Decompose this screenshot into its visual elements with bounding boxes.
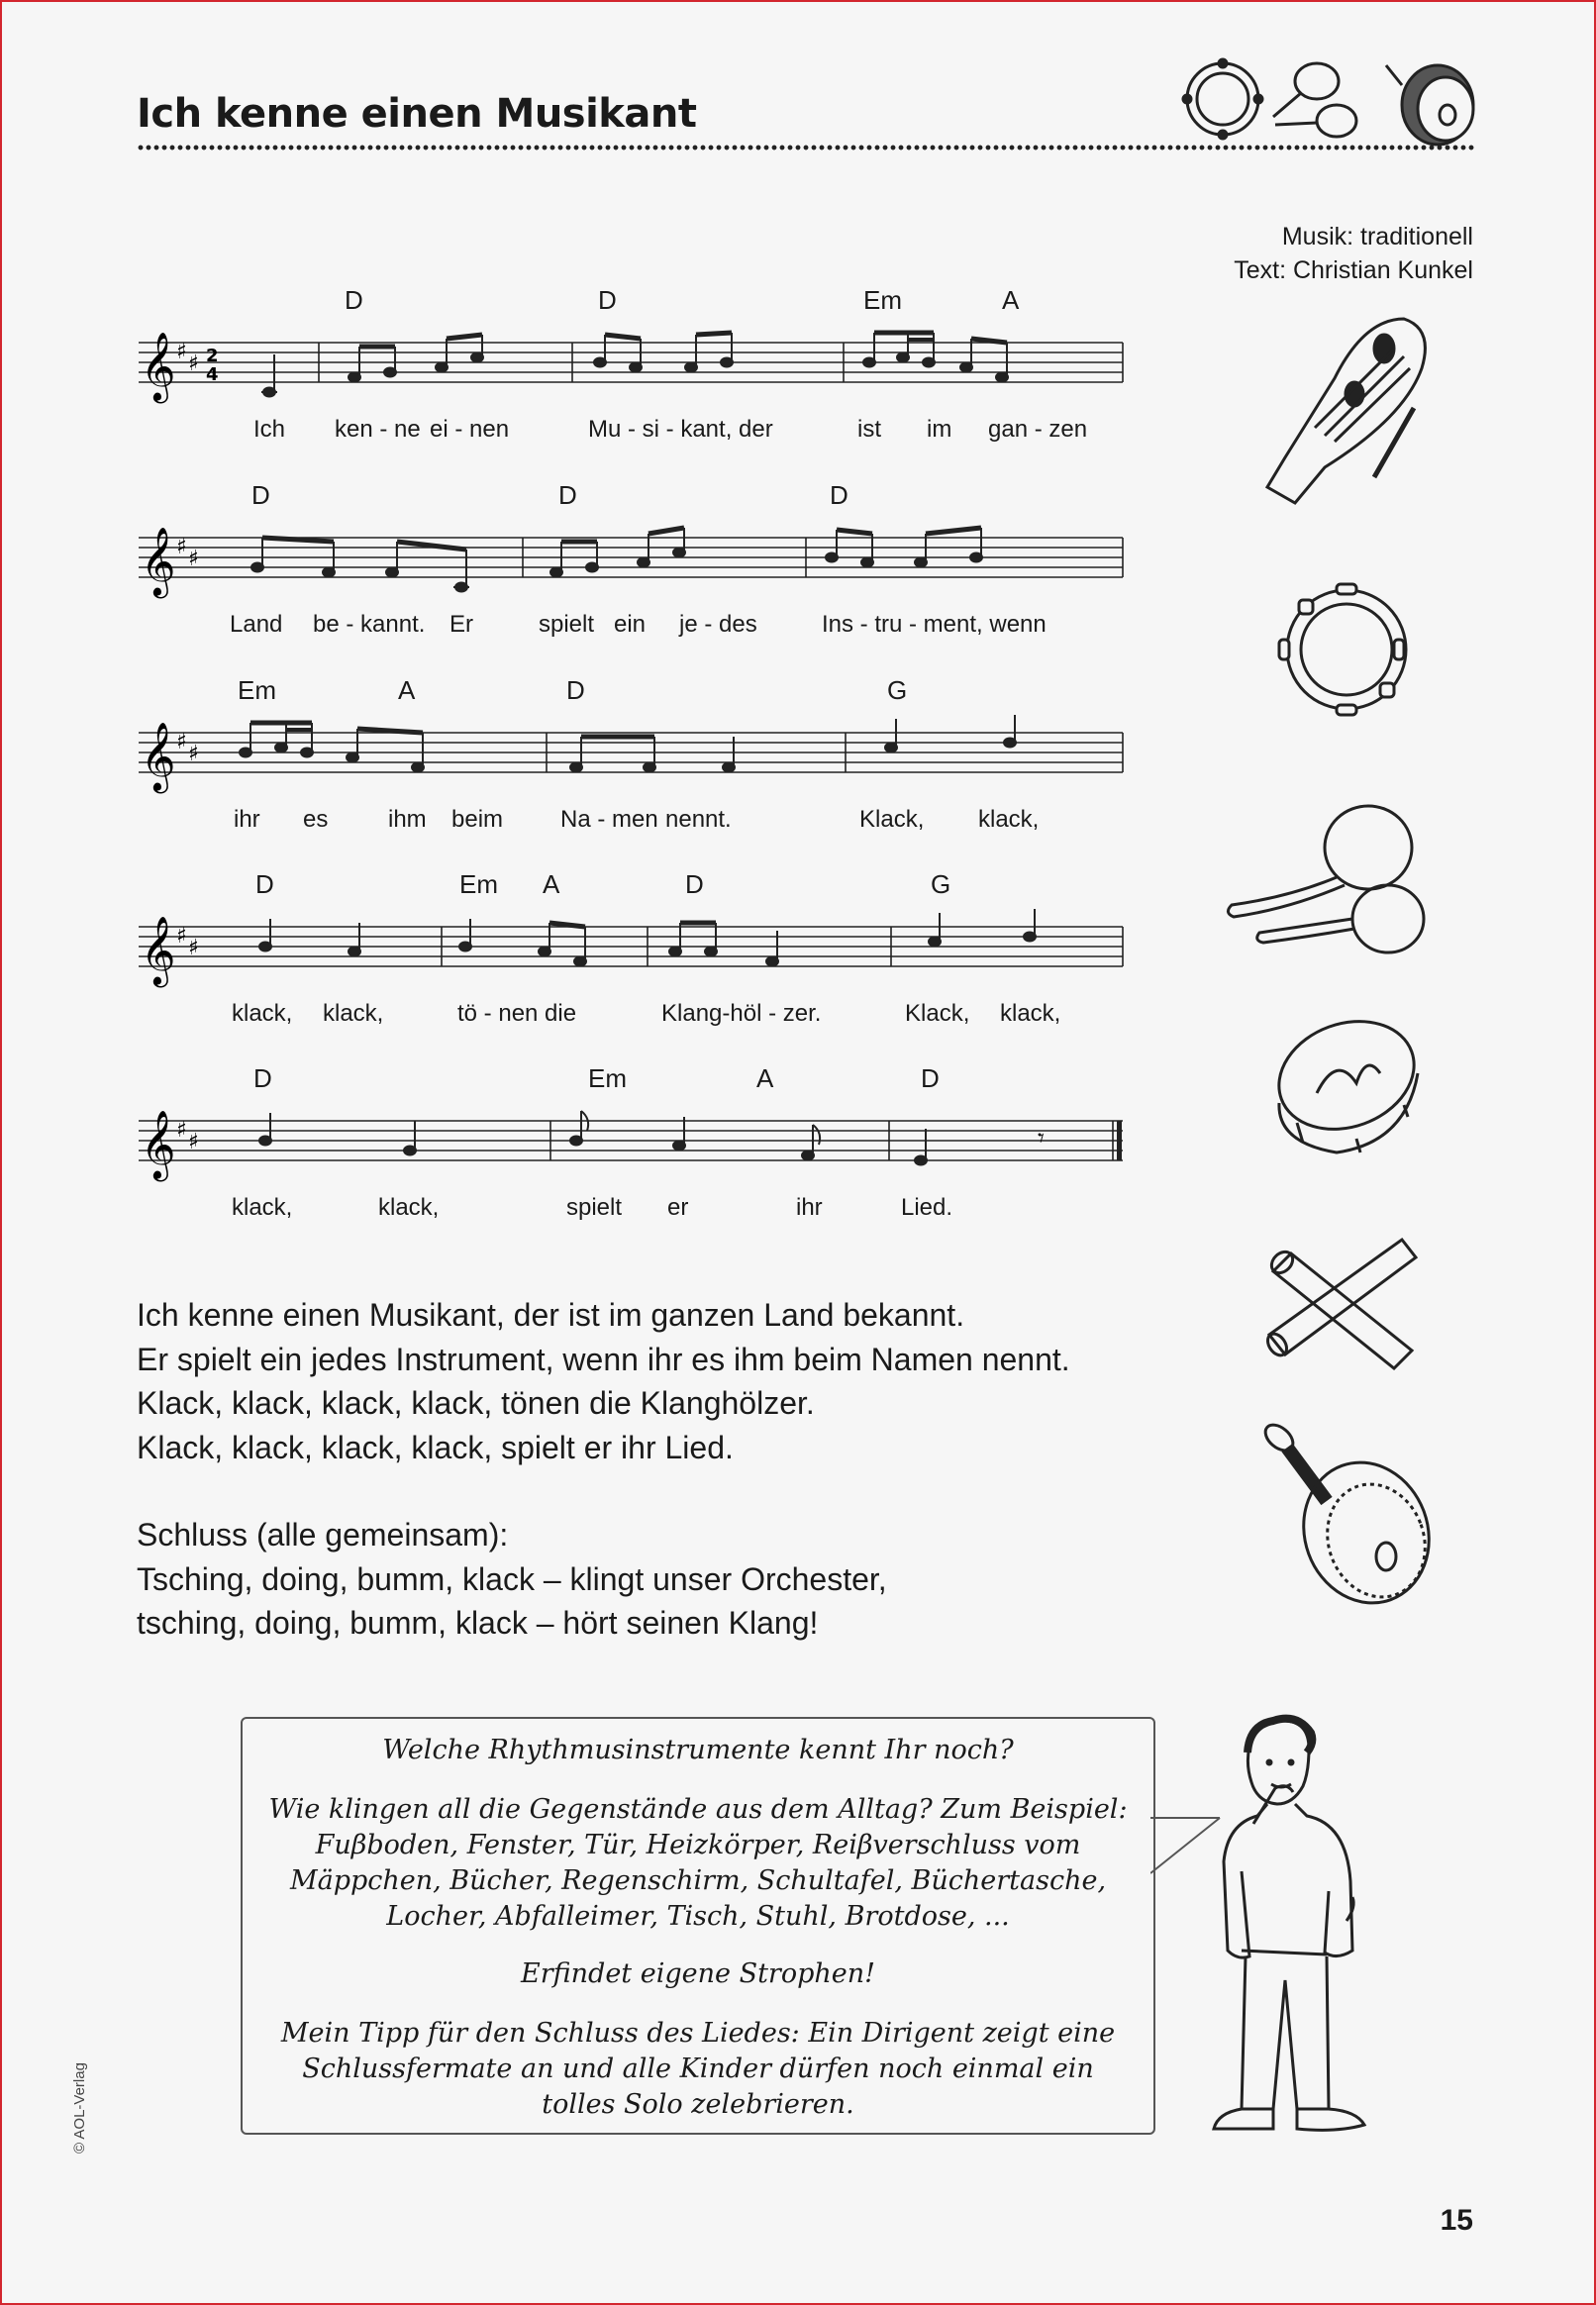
verse-line: Klack, klack, klack, klack, tönen die Klanghölzer. xyxy=(137,1385,815,1421)
lyric: Klang-höl - zer. xyxy=(661,1000,822,1027)
chord: A xyxy=(543,869,560,899)
lyric: spielt xyxy=(566,1194,623,1221)
chord: A xyxy=(1002,285,1020,315)
chord: A xyxy=(398,675,416,705)
chord: D xyxy=(558,480,577,510)
boy-illustration xyxy=(1198,1713,1376,2149)
svg-text:2: 2 xyxy=(206,346,219,366)
lyric: ihm xyxy=(388,806,427,833)
lyric: klack, xyxy=(378,1194,440,1221)
page-title: Ich kenne einen Musikant xyxy=(137,91,697,137)
lyric: Klack, xyxy=(905,1000,970,1027)
header-instruments-icon xyxy=(1178,50,1485,149)
lyric: im xyxy=(927,416,952,443)
page-number: 15 xyxy=(1440,2204,1473,2237)
staff-system-1 xyxy=(135,285,1125,444)
chord: D xyxy=(253,1063,272,1093)
svg-text:♯: ♯ xyxy=(188,351,199,376)
lyric: be - kannt. xyxy=(313,611,426,638)
chord: D xyxy=(345,285,363,315)
chord: G xyxy=(931,869,951,899)
lyric: Land xyxy=(230,611,283,638)
svg-text:♯: ♯ xyxy=(176,924,187,949)
ending-line: Tsching, doing, bumm, klack – klingt unser Orchester, xyxy=(137,1560,887,1597)
chord: Em xyxy=(459,869,498,899)
svg-text:♯: ♯ xyxy=(188,547,199,571)
staff-system-4 xyxy=(135,869,1125,1028)
chord: D xyxy=(921,1063,940,1093)
treble-clef-icon: 𝄞 xyxy=(141,527,176,596)
lyric: klack, xyxy=(232,1194,293,1221)
svg-text:♯: ♯ xyxy=(176,535,187,559)
svg-text:4: 4 xyxy=(206,364,219,385)
lyric: Er xyxy=(449,611,473,638)
svg-text:♯: ♯ xyxy=(188,742,199,766)
svg-text:♯: ♯ xyxy=(176,340,187,364)
question-text: Welche Rhythmusinstrumente kennt Ihr noch? xyxy=(382,1735,1014,1765)
lyric: Mu - si - kant, der xyxy=(588,416,773,443)
staff-system-2 xyxy=(135,480,1125,639)
tip-text: Mein Tipp für den Schluss des Liedes: Ein Dirigent zeigt eine Schlussfermate an und alle Kinder dürfen noch einmal ein tolles Solo zelebrieren. xyxy=(280,2018,1116,2120)
staff xyxy=(135,909,1125,998)
lyric: ein xyxy=(614,611,647,638)
chord: D xyxy=(255,869,274,899)
lyric: Ich xyxy=(253,416,286,443)
lyric: je - des xyxy=(679,611,757,638)
lyric: beim xyxy=(451,806,504,833)
verse-line: Er spielt ein jedes Instrument, wenn ihr es ihm beim Namen nennt. xyxy=(137,1341,1070,1377)
chord: Em xyxy=(863,285,902,315)
staff xyxy=(135,520,1125,609)
guiro-icon xyxy=(1255,309,1444,507)
chord: D xyxy=(685,869,704,899)
staff xyxy=(135,325,1125,414)
lyric: Na - men xyxy=(560,806,658,833)
treble-clef-icon: 𝄞 xyxy=(141,1110,176,1179)
chord: D xyxy=(566,675,585,705)
lyric: Ins - tru - ment, wenn xyxy=(822,611,1047,638)
chord: D xyxy=(251,480,270,510)
claves-icon xyxy=(1263,1232,1422,1370)
cabasa-icon xyxy=(1257,1422,1436,1620)
maracas-icon xyxy=(1220,798,1438,966)
lyric: ken - ne xyxy=(335,416,421,443)
copyright: © AOL-Verlag xyxy=(71,2062,88,2154)
lyric: klack, xyxy=(232,1000,293,1027)
treble-clef-icon: 𝄞 xyxy=(141,916,176,985)
chord: Em xyxy=(588,1063,627,1093)
staff-system-3 xyxy=(135,675,1125,834)
chord: G xyxy=(887,675,908,705)
svg-text:𝄾: 𝄾 xyxy=(1038,1124,1045,1153)
chord: A xyxy=(756,1063,774,1093)
song-text xyxy=(137,1293,1070,1646)
verse-line: Ich kenne einen Musikant, der ist im ganzen Land bekannt. xyxy=(137,1297,965,1333)
staff xyxy=(135,1103,1125,1192)
lyric: Lied. xyxy=(901,1194,953,1221)
lyric: klack, xyxy=(323,1000,384,1027)
treble-clef-icon: 𝄞 xyxy=(141,332,176,401)
lyric: klack, xyxy=(1000,1000,1061,1027)
lyric: ei - nen xyxy=(430,416,510,443)
svg-text:♯: ♯ xyxy=(188,1130,199,1154)
lyric: es xyxy=(303,806,329,833)
svg-text:♯: ♯ xyxy=(176,730,187,754)
chord: Em xyxy=(238,675,276,705)
lyric: gan - zen xyxy=(988,416,1088,443)
treble-clef-icon: 𝄞 xyxy=(141,722,176,791)
text-credit: Text: Christian Kunkel xyxy=(1234,256,1473,284)
lyric: klack, xyxy=(978,806,1040,833)
lyric: tö - nen die xyxy=(457,1000,577,1027)
ending-line: tsching, doing, bumm, klack – hört seinen Klang! xyxy=(137,1605,819,1641)
invent-verses-text: Erfindet eigene Strophen! xyxy=(521,1958,875,1989)
everyday-objects-text: Wie klingen all die Gegenstände aus dem Alltag? Zum Beispiel: Fuβboden, Fenster, Tür, Heizkörper, Reiβverschluss vom Mäppchen, Bücher, Regenschirm, Schultafel, Büchertasche, Locher, Abfalleimer, Tisch, Stuhl, Brotdose, ... xyxy=(268,1794,1128,1932)
svg-text:♯: ♯ xyxy=(188,936,199,960)
lyric: nennt. xyxy=(665,806,732,833)
verse-line: Klack, klack, klack, klack, spielt er ihr Lied. xyxy=(137,1429,734,1465)
staff-system-5 xyxy=(135,1063,1125,1222)
music-credit: Musik: traditionell xyxy=(1281,223,1473,251)
lyric: er xyxy=(667,1194,689,1221)
chord: D xyxy=(830,480,848,510)
lyric: Klack, xyxy=(859,806,925,833)
speech-bubble xyxy=(241,1717,1155,2135)
chord: D xyxy=(598,285,617,315)
lyric: ihr xyxy=(234,806,260,833)
lyric: ihr xyxy=(796,1194,823,1221)
svg-text:♯: ♯ xyxy=(176,1118,187,1143)
staff xyxy=(135,715,1125,804)
lyric: spielt xyxy=(539,611,595,638)
ending-label: Schluss (alle gemeinsam): xyxy=(137,1517,509,1553)
lyric: ist xyxy=(857,416,881,443)
drum-icon xyxy=(1257,1014,1426,1172)
credits xyxy=(1234,220,1473,287)
tambourine-icon xyxy=(1277,580,1416,719)
